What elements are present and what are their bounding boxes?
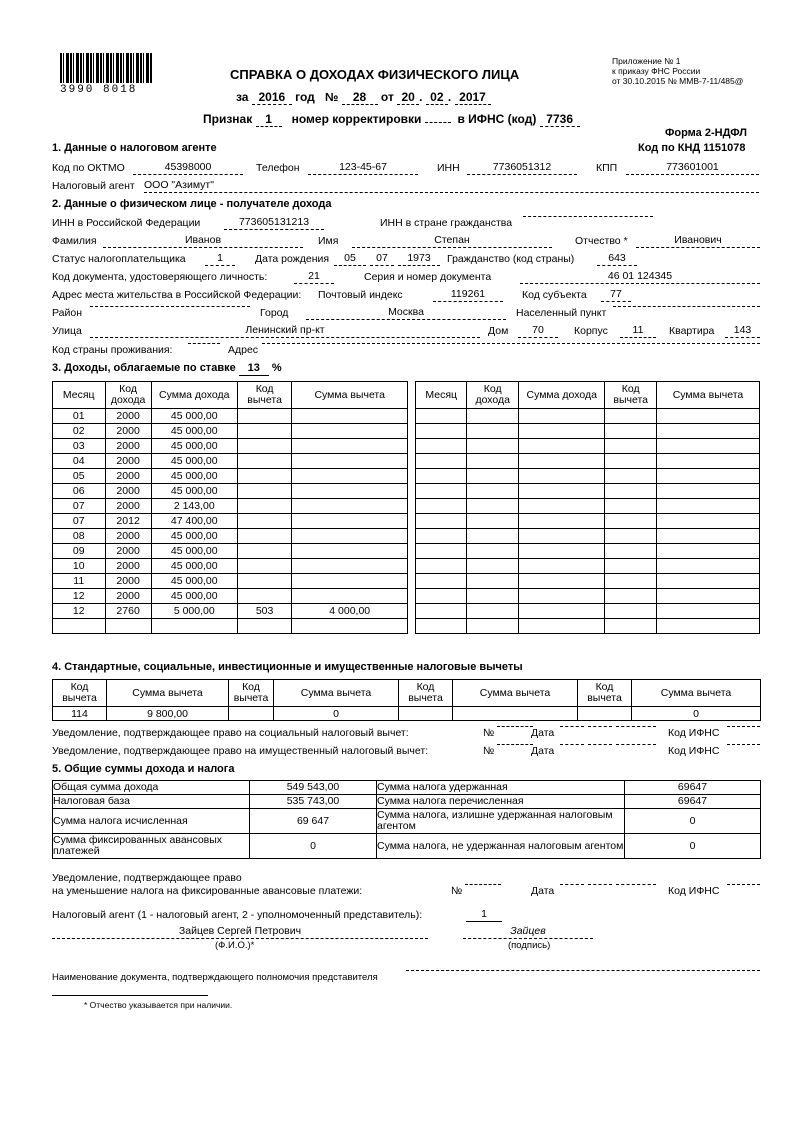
col-deduction-sum: Сумма вычета <box>292 382 408 409</box>
tax-calculated-value: 69 647 <box>250 809 377 834</box>
agent-name-value: ООО "Азимут" <box>144 179 759 193</box>
fixed-advance-value: 0 <box>250 834 377 859</box>
foreign-address-value <box>262 343 760 344</box>
citizenship-value: 643 <box>597 252 637 266</box>
section2-title: 2. Данные о физическом лице - получателе дохода <box>52 198 332 210</box>
knd-code: Код по КНД 1151078 <box>638 142 746 154</box>
income-row-empty <box>416 514 760 529</box>
person-inn-value: 773605131213 <box>224 216 324 230</box>
barcode <box>60 53 152 83</box>
notice-ifns <box>727 726 760 727</box>
section4-title: 4. Стандартные, социальные, инвестиционные и имущественные налоговые вычеты <box>52 661 523 673</box>
income-row-empty <box>416 469 760 484</box>
attribute-value: 1 <box>256 113 282 127</box>
signature-value: Зайцев <box>463 925 593 939</box>
income-row-empty <box>416 484 760 499</box>
doc-number-value: 46 01 124345 <box>520 270 760 284</box>
income-row: 01 2000 45 000,00 <box>53 409 408 424</box>
income-row: 09 2000 45 000,00 <box>53 544 408 559</box>
totals-table: Общая сумма дохода 549 543,00 Сумма налога удержанная 69647 Налоговая база 535 743,00 Сумма налога перечисленная 69647 Сумма налога исчисленная 69 647 Сумма налога, излишне удержанная налоговым агентом 0 Сумма фиксированных авансовых платежей 0 Сумма налога, не удержанная налоговым агентом 0 <box>52 780 761 859</box>
region-code-value: 77 <box>601 288 631 302</box>
income-row: 05 2000 45 000,00 <box>53 469 408 484</box>
birth-year-value: 1973 <box>398 252 440 266</box>
income-row-empty <box>416 499 760 514</box>
income-row-empty <box>416 454 760 469</box>
income-row-empty <box>416 574 760 589</box>
income-row-empty <box>416 604 760 619</box>
income-row: 04 2000 45 000,00 <box>53 454 408 469</box>
signer-type-value: 1 <box>466 908 502 922</box>
notice-date-part <box>560 726 584 727</box>
surname-value: Иванов <box>103 234 303 248</box>
form-name: Форма 2-НДФЛ <box>665 127 747 139</box>
deduction-code-1: 114 <box>53 707 107 721</box>
notice-date-part <box>616 884 656 885</box>
name-value: Степан <box>352 234 552 248</box>
deduction-sum-4: 0 <box>632 707 761 721</box>
notice-date-part <box>560 884 584 885</box>
report-month: 02 <box>426 91 448 105</box>
income-row: 07 2012 47 400,00 <box>53 514 408 529</box>
footnote: * Отчество указывается при наличии. <box>84 1000 233 1010</box>
apartment-value: 143 <box>725 324 760 338</box>
signer-fio-value: Зайцев Сергей Петрович <box>52 925 428 939</box>
notice-date-part <box>560 744 584 745</box>
city-value: Москва <box>306 306 506 320</box>
report-number: 28 <box>342 91 378 105</box>
barcode-number: 3990 8018 <box>60 84 138 96</box>
income-row-empty <box>416 619 760 634</box>
notice-number <box>465 884 501 885</box>
income-row: 12 2000 45 000,00 <box>53 589 408 604</box>
income-row: 10 2000 45 000,00 <box>53 559 408 574</box>
doc-code-value: 21 <box>294 270 334 284</box>
notice-ifns <box>727 744 760 745</box>
birth-month-value: 07 <box>370 252 394 266</box>
notice-date-part <box>616 726 656 727</box>
tax-withheld-value: 69647 <box>625 781 761 795</box>
income-row: 12 2760 5 000,00 503 4 000,00 <box>53 604 408 619</box>
country-value <box>188 343 220 344</box>
birth-day-value: 05 <box>334 252 366 266</box>
phone-value: 123-45-67 <box>308 161 418 175</box>
deduction-sum-1: 9 800,00 <box>107 707 229 721</box>
income-row: 02 2000 45 000,00 <box>53 424 408 439</box>
status-value: 1 <box>205 252 235 266</box>
notice-number <box>497 726 533 727</box>
notice-number <box>497 744 533 745</box>
total-income-value: 549 543,00 <box>250 781 377 795</box>
patronymic-value: Иванович <box>636 234 760 248</box>
report-year: 2016 <box>252 91 292 105</box>
document-title: СПРАВКА О ДОХОДАХ ФИЗИЧЕСКОГО ЛИЦА <box>230 67 520 82</box>
income-row-empty <box>416 529 760 544</box>
notice-date-part <box>588 884 612 885</box>
appendix-note: Приложение № 1 к приказу ФНС России от 30.10.2015 № ММВ-7-11/485@ <box>612 56 744 86</box>
kpp-value: 773601001 <box>626 161 759 175</box>
section1-title: 1. Данные о налоговом агенте <box>52 142 217 154</box>
report-day: 20 <box>397 91 419 105</box>
income-row-empty <box>416 439 760 454</box>
income-row-empty <box>416 559 760 574</box>
income-table-right: Месяц Код дохода Сумма дохода Код вычета Сумма вычета <box>415 381 760 634</box>
footnote-divider <box>52 995 208 996</box>
tax-rate-value: 13 <box>239 362 269 376</box>
section3-title: 3. Доходы, облагаемые по ставке <box>52 362 236 374</box>
income-row <box>53 619 408 634</box>
district-value <box>90 306 250 307</box>
foreign-inn-value <box>523 216 653 217</box>
notice-date-part <box>616 744 656 745</box>
deductions-table: Код вычета Сумма вычета Код вычета Сумма вычета Код вычета Сумма вычета Код вычета Сумма вычета 114 9 800,00 0 0 <box>52 679 761 721</box>
tax-notwithheld-value: 0 <box>625 834 761 859</box>
income-row: 11 2000 45 000,00 <box>53 574 408 589</box>
tax-transferred-value: 69647 <box>625 795 761 809</box>
income-row-empty <box>416 589 760 604</box>
representative-doc-value <box>406 970 760 971</box>
postcode-value: 119261 <box>433 288 503 302</box>
income-row-empty <box>416 544 760 559</box>
tax-base-value: 535 743,00 <box>250 795 377 809</box>
income-table-left <box>52 381 408 634</box>
section5-title: 5. Общие суммы дохода и налога <box>52 763 235 775</box>
income-row: 07 2000 2 143,00 <box>53 499 408 514</box>
income-row: 06 2000 45 000,00 <box>53 484 408 499</box>
ifns-code: 7736 <box>540 113 580 127</box>
income-row-empty <box>416 409 760 424</box>
income-row: 03 2000 45 000,00 <box>53 439 408 454</box>
agent-inn-value: 7736051312 <box>467 161 577 175</box>
oktmo-value: 45398000 <box>133 161 243 175</box>
col-income-sum: Сумма дохода <box>151 382 237 409</box>
report-date-year: 2017 <box>455 91 491 105</box>
deduction-sum-2: 0 <box>274 707 399 721</box>
col-month: Месяц <box>53 382 106 409</box>
notice-ifns <box>727 884 760 885</box>
building-value: 11 <box>620 324 656 338</box>
correction-number <box>425 122 451 123</box>
house-value: 70 <box>518 324 558 338</box>
notice-date-part <box>588 726 612 727</box>
col-deduction-code: Код вычета <box>237 382 292 409</box>
notice-date-part <box>588 744 612 745</box>
tax-overwithheld-value: 0 <box>625 809 761 834</box>
income-row-empty <box>416 424 760 439</box>
income-row: 08 2000 45 000,00 <box>53 529 408 544</box>
col-income-code: Код дохода <box>105 382 151 409</box>
street-value: Ленинский пр-кт <box>90 324 480 338</box>
locality-value <box>613 306 760 307</box>
